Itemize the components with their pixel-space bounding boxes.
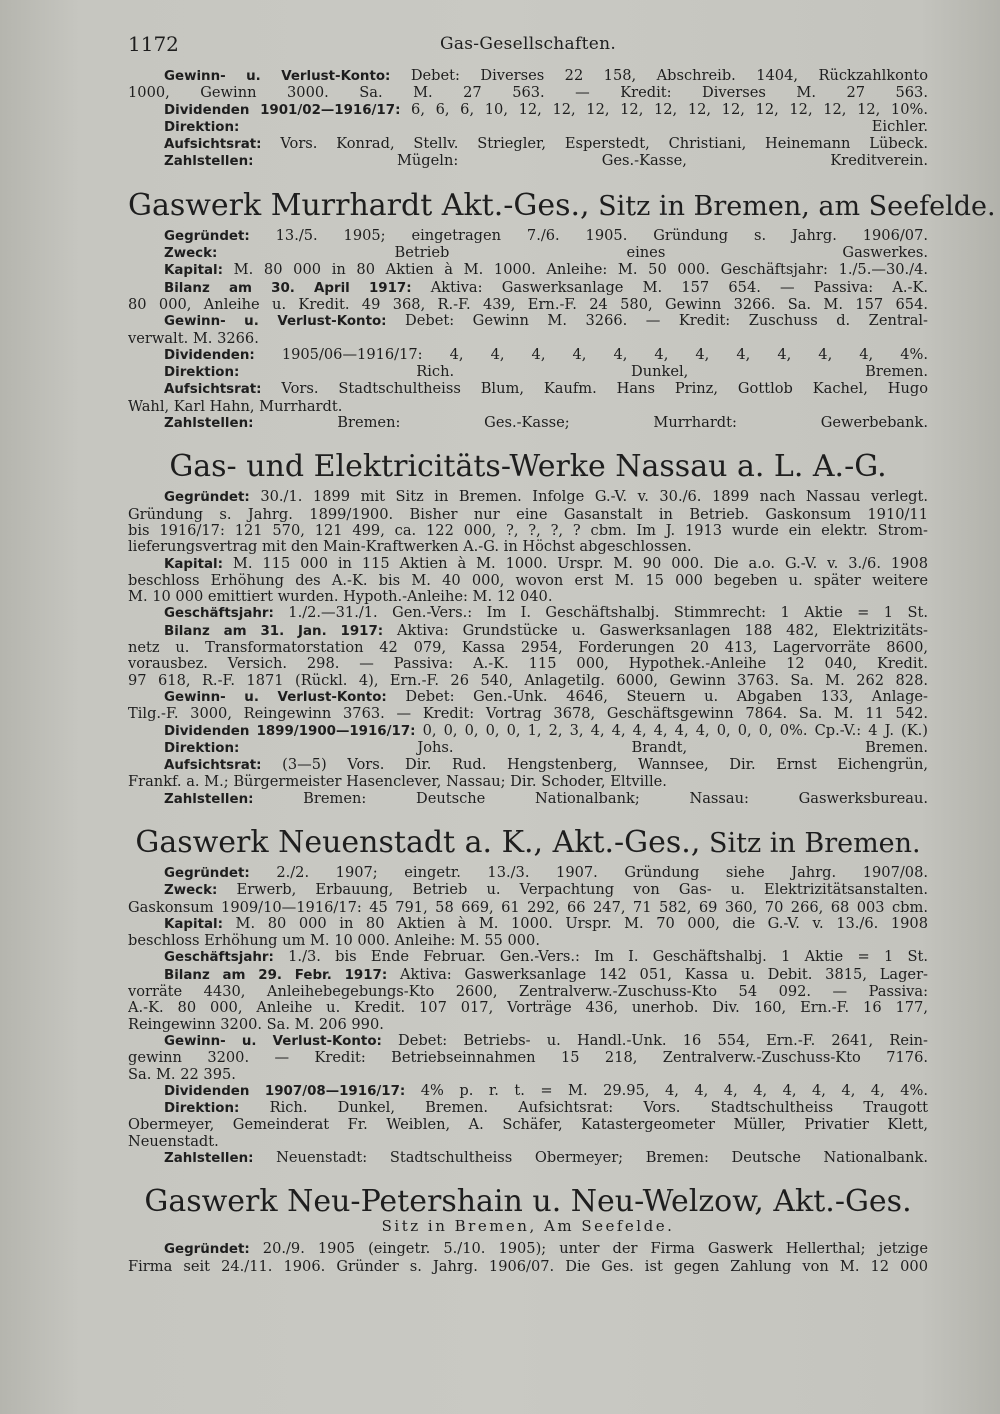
text-line xyxy=(128,539,928,555)
field-text: 80 000, Anleihe u. Kredit. 49 368, R.-F. 439, Ern.-F. 24 580, Gewinn 3266. Sa. M. 157 654. xyxy=(128,296,928,313)
text-line xyxy=(128,673,928,689)
field-text: Tilg.-F. 3000, Reingewinn 3763. — Kredit: Vortrag 3678, Geschäftsgewinn 7864. Sa. M. 11 542. xyxy=(128,706,928,723)
field-text: vorräte 4430, Anleihebegebungs-Kto 2600, Zentralverw.-Zuschuss-Kto 54 092. — Passiva: xyxy=(128,984,928,1001)
text-line xyxy=(128,262,928,279)
field-label: Kapital: xyxy=(164,556,223,572)
company-section xyxy=(128,68,928,171)
field-text: Firma seit 24./11. 1906. Gründer s. Jahrg. 1906/07. Die Ges. ist gegen Zahlung von M. 12 000 xyxy=(128,1258,928,1275)
field-label: Geschäftsjahr: xyxy=(164,950,274,966)
field-text: Gaskonsum 1909/10—1916/17: 45 791, 58 669, 61 292, 66 247, 71 582, 69 360, 70 266, 68 003 cbm. xyxy=(128,899,928,916)
field-label: Aufsichtsrat: xyxy=(164,382,262,398)
text-line xyxy=(128,280,928,297)
entry-text xyxy=(128,68,928,171)
text-line xyxy=(128,984,928,1000)
text-line xyxy=(128,381,928,398)
field-text: Aktiva: Gaswerksanlage 142 051, Kassa u. Debit. 3815, Lager- xyxy=(387,966,928,983)
text-line xyxy=(128,1100,928,1117)
field-text: Sa. M. 22 395. xyxy=(128,1066,236,1083)
field-text: Bremen: Ges.-Kasse; Murrhardt: Gewerbebank. xyxy=(253,415,928,432)
text-line xyxy=(128,689,928,706)
text-line xyxy=(128,865,928,882)
company-title xyxy=(128,449,928,485)
text-line xyxy=(128,119,928,136)
page-header xyxy=(128,32,928,56)
text-line xyxy=(128,507,928,523)
field-label: Bilanz am 31. Jan. 1917: xyxy=(164,623,384,639)
field-text: A.-K. 80 000, Anleihe u. Kredit. 107 017, Vorträge 436, unerhob. Div. 160, Ern.-F. 16 177, xyxy=(128,1000,928,1017)
text-line xyxy=(128,1083,928,1100)
company-title xyxy=(128,1184,928,1220)
field-label: Aufsichtsrat: xyxy=(164,137,262,153)
field-text: Neuenstadt. xyxy=(128,1133,219,1150)
text-line xyxy=(128,1117,928,1133)
field-text: Betrieb eines Gaswerkes. xyxy=(217,245,928,262)
entry-text xyxy=(128,228,928,433)
field-label: Gegründet: xyxy=(164,228,250,244)
text-line xyxy=(128,415,928,432)
text-line xyxy=(128,791,928,808)
text-line xyxy=(128,245,928,262)
field-label: Zweck: xyxy=(164,883,218,899)
text-line xyxy=(128,523,928,539)
text-line xyxy=(128,916,928,933)
field-label: Direktion: xyxy=(164,365,240,381)
field-text: 2./2. 1907; eingetr. 13./3. 1907. Gründung siehe Jahrg. 1907/08. xyxy=(249,864,928,881)
field-text: Reingewinn 3200. Sa. M. 206 990. xyxy=(128,1016,384,1033)
field-text: 30./1. 1899 mit Sitz in Bremen. Infolge G.-V. v. 30./6. 1899 nach Nassau verlegt. xyxy=(249,489,928,506)
field-text: Debet: Gen.-Unk. 4646, Steuern u. Abgaben 133, Anlage- xyxy=(386,688,928,705)
text-line xyxy=(128,640,928,656)
text-line xyxy=(128,347,928,364)
company-title xyxy=(128,824,928,860)
field-text: M. 80 000 in 80 Aktien à M. 1000. Anleihe: M. 50 000. Geschäftsjahr: 1./5.—30./4. xyxy=(222,262,928,279)
field-text: Vors. Konrad, Stellv. Striegler, Esperstedt, Christiani, Heinemann Lübeck. xyxy=(261,136,928,153)
field-text: Eichler. xyxy=(239,118,928,135)
text-line xyxy=(128,967,928,984)
field-label: Gegründet: xyxy=(164,1242,250,1258)
field-text: Debet: Diverses 22 158, Abschreib. 1404, Rückzahlkonto xyxy=(390,68,928,84)
text-line xyxy=(128,882,928,899)
field-text: Aktiva: Grundstücke u. Gaswerksanlagen 188 482, Elektrizitäts- xyxy=(383,622,928,639)
field-text: 1./2.—31./1. Gen.-Vers.: Im I. Geschäftshalbj. Stimmrecht: 1 Aktie = 1 St. xyxy=(273,605,928,622)
text-line xyxy=(128,399,928,415)
text-line xyxy=(128,136,928,153)
company-seat: Sitz in Bremen, am Seefelde. xyxy=(589,190,996,222)
field-text: M. 80 000 in 80 Aktien à M. 1000. Urspr. M. 70 000, die G.-V. v. 13./6. 1908 xyxy=(222,915,928,932)
company-title xyxy=(128,187,996,223)
field-label: Direktion: xyxy=(164,119,240,135)
field-label: Gewinn- u. Verlust-Konto: xyxy=(164,1033,382,1049)
field-text: Gründung s. Jahrg. 1899/1900. Bisher nur eine Gasanstalt in Betrieb. Gaskonsum 1910/11 xyxy=(128,506,928,523)
text-line xyxy=(128,1000,928,1016)
field-text: Frankf. a. M.; Bürgermeister Hasenclever, Nassau; Dir. Schoder, Eltville. xyxy=(128,774,667,791)
text-line xyxy=(128,364,928,381)
field-text: 4% p. r. t. = M. 29.95, 4, 4, 4, 4, 4, 4, 4, 4, 4%. xyxy=(405,1082,928,1099)
text-line xyxy=(128,605,928,622)
field-text: Obermeyer, Gemeinderat Fr. Weiblen, A. Schäfer, Katastergeometer Müller, Privatier Klett, xyxy=(128,1117,928,1134)
page-number: 1172 xyxy=(128,32,179,56)
field-label: Dividenden 1907/08—1916/17: xyxy=(164,1083,406,1099)
field-text: 1905/06—1916/17: 4, 4, 4, 4, 4, 4, 4, 4, 4, 4, 4, 4%. xyxy=(254,346,928,363)
field-label: Gegründet: xyxy=(164,865,250,881)
company-section xyxy=(128,808,928,1167)
text-line xyxy=(128,900,928,916)
field-text: 6, 6, 6, 10, 12, 12, 12, 12, 12, 12, 12, 12, 12, 12, 12, 10%. xyxy=(400,101,928,118)
running-title: Gas-Gesellschaften. xyxy=(439,34,617,54)
text-line xyxy=(128,1033,928,1050)
field-label: Dividenden: xyxy=(164,347,255,363)
text-line xyxy=(128,297,928,313)
entry-text xyxy=(128,1241,928,1275)
field-label: Gewinn- u. Verlust-Konto: xyxy=(164,689,387,705)
text-line xyxy=(128,933,928,949)
text-line xyxy=(128,573,928,589)
field-text: 1./3. bis Ende Februar. Gen.-Vers.: Im I. Geschäftshalbj. 1 Aktie = 1 St. xyxy=(273,949,928,966)
field-label: Dividenden 1901/02—1916/17: xyxy=(164,102,401,118)
text-line xyxy=(128,85,928,101)
field-label: Gegründet: xyxy=(164,490,250,506)
text-line xyxy=(128,757,928,774)
field-text: 13./5. 1905; eingetragen 7./6. 1905. Gründung s. Jahrg. 1906/07. xyxy=(249,227,928,244)
field-text: Rich. Dunkel, Bremen. Aufsichtsrat: Vors. Stadtschultheiss Traugott xyxy=(239,1100,928,1117)
text-line xyxy=(128,723,928,740)
field-text: Erwerb, Erbauung, Betrieb u. Verpachtung von Gas- u. Elektrizitätsanstalten. xyxy=(217,882,928,899)
field-text: Debet: Gewinn M. 3266. — Kredit: Zuschuss d. Zentral- xyxy=(386,313,928,330)
field-text: Rich. Dunkel, Bremen. xyxy=(239,364,928,381)
text-line xyxy=(128,102,928,119)
field-label: Zahlstellen: xyxy=(164,791,254,807)
field-text: 0, 0, 0, 0, 0, 1, 2, 3, 4, 4, 4, 4, 4, 4, 0, 0, 0, 0%. Cp.-V.: 4 J. (K.) xyxy=(415,722,928,739)
text-line xyxy=(128,1150,928,1167)
text-line xyxy=(128,1017,928,1033)
company-section xyxy=(128,171,996,433)
page-content xyxy=(128,68,996,1275)
field-text: (3—5) Vors. Dir. Rud. Hengstenberg, Wannsee, Dir. Ernst Eichengrün, xyxy=(261,757,928,774)
field-label: Gewinn- u. Verlust-Konto: xyxy=(164,69,391,84)
field-text: 20./9. 1905 (eingetr. 5./10. 1905); unter der Firma Gaswerk Hellerthal; jetzige xyxy=(249,1241,928,1258)
text-line xyxy=(128,1241,928,1258)
text-line xyxy=(128,556,928,573)
field-label: Dividenden 1899/1900—1916/17: xyxy=(164,723,416,739)
text-line xyxy=(128,153,928,170)
field-label: Geschäftsjahr: xyxy=(164,606,274,622)
text-line xyxy=(128,1067,928,1083)
text-line xyxy=(128,949,928,966)
text-line xyxy=(128,623,928,640)
field-label: Zahlstellen: xyxy=(164,154,254,170)
company-seat: Sitz in Bremen. xyxy=(700,827,921,859)
field-text: Debet: Betriebs- u. Handl.-Unk. 16 554, Ern.-F. 2641, Rein- xyxy=(381,1032,928,1049)
field-text: verwalt. M. 3266. xyxy=(128,330,259,347)
entry-text xyxy=(128,865,928,1167)
field-text: Bremen: Deutsche Nationalbank; Nassau: Gaswerksbureau. xyxy=(253,790,928,807)
field-text: Aktiva: Gaswerksanlage M. 157 654. — Passiva: A.-K. xyxy=(411,279,928,296)
field-label: Aufsichtsrat: xyxy=(164,758,262,774)
text-line xyxy=(128,656,928,672)
field-text: gewinn 3200. — Kredit: Betriebseinnahmen 15 218, Zentralverw.-Zuschuss-Kto 7176. xyxy=(128,1050,928,1067)
field-text: Johs. Brandt, Bremen. xyxy=(239,739,928,756)
text-line xyxy=(128,313,928,330)
company-name: Gaswerk Neu-Petershain u. Neu-Welzow, Akt.-Ges. xyxy=(144,1184,912,1220)
company-subtitle: Sitz in Bremen, Am Seefelde. xyxy=(381,1217,675,1236)
text-line xyxy=(128,706,928,722)
text-line xyxy=(128,489,928,506)
company-section xyxy=(128,432,928,808)
field-text: beschloss Erhöhung um M. 10 000. Anleihe: M. 55 000. xyxy=(128,933,540,950)
field-text: netz u. Transformatorstation 42 079, Kassa 2954, Forderungen 20 413, Lagervorräte 8600, xyxy=(128,640,928,657)
field-label: Kapital: xyxy=(164,263,223,279)
field-text: bis 1916/17: 121 570, 121 499, ca. 122 000, ?, ?, ?, ? cbm. Im J. 1913 wurde ein elektr. Strom- xyxy=(128,522,928,539)
field-label: Bilanz am 30. April 1917: xyxy=(164,280,412,296)
text-line xyxy=(128,68,928,85)
field-text: lieferungsvertrag mit den Main-Kraftwerken A.-G. in Höchst abgeschlossen. xyxy=(128,539,692,556)
field-label: Gewinn- u. Verlust-Konto: xyxy=(164,314,387,330)
field-label: Bilanz am 29. Febr. 1917: xyxy=(164,967,388,983)
field-label: Direktion: xyxy=(164,1101,240,1117)
field-text: Neuenstadt: Stadtschultheiss Obermeyer; Bremen: Deutsche Nationalbank. xyxy=(253,1150,928,1167)
company-name: Gaswerk Murrhardt Akt.-Ges., xyxy=(128,187,590,223)
field-text: M. 10 000 emittiert wurden. Hypoth.-Anleihe: M. 12 040. xyxy=(128,589,553,606)
field-text: M. 115 000 in 115 Aktien à M. 1000. Urspr. M. 90 000. Die a.o. G.-V. v. 3./6. 1908 xyxy=(222,555,928,572)
text-line xyxy=(128,774,928,790)
field-text: Vors. Stadtschultheiss Blum, Kaufm. Hans Prinz, Gottlob Kachel, Hugo xyxy=(261,381,928,398)
field-label: Direktion: xyxy=(164,740,240,756)
company-name: Gaswerk Neuenstadt a. K., Akt.-Ges., xyxy=(135,824,701,860)
company-section xyxy=(128,1167,928,1275)
text-line xyxy=(128,331,928,347)
field-label: Zahlstellen: xyxy=(164,416,254,432)
text-line xyxy=(128,1259,928,1275)
text-line xyxy=(128,589,928,605)
field-text: 1000, Gewinn 3000. Sa. M. 27 563. — Kredit: Diverses M. 27 563. xyxy=(128,85,928,102)
field-text: vorausbez. Versich. 298. — Passiva: A.-K. 115 000, Hypothek.-Anleihe 12 040, Kredit. xyxy=(128,656,928,673)
company-name: Gas- und Elektricitäts-Werke Nassau a. L. A.-G. xyxy=(169,449,887,485)
text-line xyxy=(128,740,928,757)
field-label: Zahlstellen: xyxy=(164,1151,254,1167)
text-line xyxy=(128,1050,928,1066)
entry-text xyxy=(128,489,928,808)
field-text: 97 618, R.-F. 1871 (Rückl. 4), Ern.-F. 26 540, Anlagetilg. 6000, Gewinn 3763. Sa. M. 262 828. xyxy=(128,672,928,689)
field-label: Zweck: xyxy=(164,246,218,262)
text-line xyxy=(128,228,928,245)
text-line xyxy=(128,1134,928,1150)
field-text: Mügeln: Ges.-Kasse, Kreditverein. xyxy=(253,153,928,170)
field-text: Wahl, Karl Hahn, Murrhardt. xyxy=(128,398,343,415)
field-label: Kapital: xyxy=(164,916,223,932)
field-text: beschloss Erhöhung des A.-K. bis M. 40 000, wovon erst M. 15 000 begeben u. später weitere xyxy=(128,572,928,589)
